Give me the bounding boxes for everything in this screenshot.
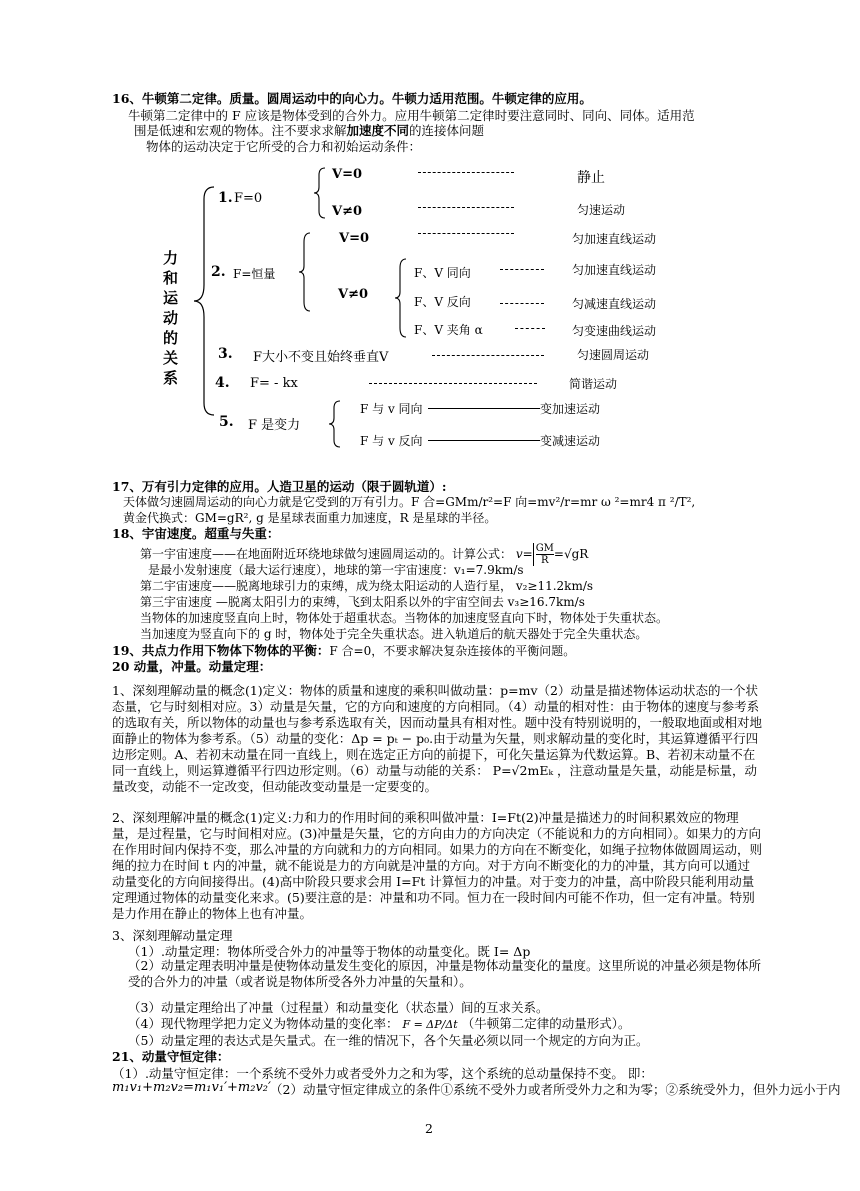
case-4-number: 4. — [215, 375, 230, 391]
section-19-title: 19、共点力作用下物体下物体的平衡： — [112, 643, 330, 658]
section-16-line3: 物体的运动决定于它所受的合力和初始运动条件： — [146, 139, 422, 154]
case-5-brace — [328, 400, 342, 448]
v-nonzero-label: V≠0 — [332, 204, 363, 219]
section-21-line2: （2）动量守恒定律成立的条件①系统不受外力或者所受外力之和为零；②系统受外力，但外力远小于内 — [270, 1082, 841, 1097]
formula-v: v= — [515, 547, 533, 561]
vertical-title-char: 系 — [163, 369, 179, 387]
page-number: 2 — [425, 1121, 433, 1136]
solid-connector — [428, 408, 540, 409]
vertical-title-char: 动 — [163, 309, 179, 327]
section-19-text: F 合=0，不要求解决复杂连接体的平衡问题。 — [329, 644, 576, 658]
emphasis: 加速度不同 — [346, 123, 410, 138]
case-3-number: 3. — [218, 346, 233, 362]
v-zero-label: V=0 — [332, 167, 363, 182]
vertical-title-char: 和 — [163, 269, 179, 287]
section-16-line1: 牛顿第二定律中的 F 应该是物体受到的合外力。应用牛顿第二定律时要注意同时、同向、同体。适用范 — [128, 108, 695, 123]
dashed-connector — [418, 233, 514, 234]
result-uniform-accel: 匀加速直线运动 — [572, 232, 657, 246]
section-20-title: 20 动量，冲量。动量定理： — [112, 659, 272, 674]
theorem-heading: 3、深刻理解动量定理 — [112, 928, 233, 943]
result-static: 静止 — [577, 170, 605, 186]
vertical-title-char: 关 — [163, 349, 179, 367]
dashed-connector — [500, 269, 544, 270]
section-17-title: 17、万有引力定律的应用。人造卫星的运动（限于圆轨道）: — [112, 479, 447, 494]
section-18-line4: 第三宇宙速度 —脱离太阳引力的束缚，飞到太阳系以外的宇宙空间去 v₃≥16.7km/s — [140, 595, 585, 609]
v-nonzero-label: V≠0 — [338, 287, 369, 302]
section-17-line2: 黄金代换式：GM=gR², g 是星球表面重力加速度，R 是星球的半径。 — [123, 511, 497, 525]
section-21-line1: （1）.动量守恒定律：一个系统不受外力或者受外力之和为零，这个系统的总动量保持不变。 即： — [112, 1066, 653, 1081]
theorem-item-3: （3）动量定理给出了冲量（过程量）和动量变化（状态量）间的互求关系。 — [128, 1000, 549, 1015]
case-5-same-label: F 与 v 同向 — [360, 402, 423, 416]
section-18-line2: 是最小发射速度（最大运行速度），地球的第一宇宙速度：v₁=7.9km/s — [148, 563, 524, 577]
fraction-numerator: GM — [535, 543, 554, 554]
result-curved-motion: 匀变速曲线运动 — [572, 324, 657, 338]
main-brace — [192, 185, 216, 417]
result-harmonic: 简谐运动 — [569, 377, 618, 391]
impulse-paragraph: 2、深刻理解冲量的概念(1)定义:力和力的作用时间的乘积叫做冲量：I=Ft(2)冲量是描述力的时间积累效应的物理量，是过程量，它与时间相对应。(3)冲量是矢量，它的方向由力的方向决定（不能说和力的方向相同）。如果力的方向在作用时间内保持不变，那么冲量的方向就和力的方向相同。如果力的方向在不断变化，如绳子拉物体做圆周运动，则绳的拉力在时间 t 内的冲量，就不能说是力的方向就是冲量的方向。对于方向不断变化的力的冲量，其方向可以通过动量变化的方向间接得出。(4)高中阶段只要求会用 I=Ft 计算恒力的冲量。对于变力的冲量，高中阶段只能利用动量定理通过物体的动量变化来求。(5)要注意的是：冲量和功不同。恒力在一段时间内可能不作功，但一定有冲量。特别是力作用在静止的物体上也有冲量。 — [112, 810, 763, 921]
case-5-label: F 是变力 — [248, 418, 301, 433]
dashed-connector — [369, 383, 537, 384]
result-circular: 匀速圆周运动 — [577, 348, 650, 362]
section-21-title: 21、动量守恒定律： — [112, 1049, 230, 1064]
formula-tail: =√gR — [553, 547, 589, 561]
case-2-number: 2. — [211, 264, 226, 280]
section-18-line5: 当物体的加速度竖直向上时，物体处于超重状态。当物体的加速度竖直向下时，物体处于失重状态。 — [140, 611, 669, 625]
dashed-connector — [418, 207, 514, 208]
result-variable-decel: 变减速运动 — [540, 434, 601, 448]
text: （4）现代物理学把力定义为物体动量的变化率： — [128, 1016, 399, 1031]
section-18-line6: 当加速度为竖直向下的 g 时，物体处于完全失重状态。进入轨道后的航天器处于完全失重状态。 — [140, 627, 648, 641]
text: 第一宇宙速度——在地面附近环绕地球做匀速圆周运动的。计算公式： — [140, 547, 513, 561]
case-2-brace — [298, 232, 312, 312]
case-3-label: F大小不变且始终垂直V — [253, 350, 389, 365]
v-zero-label: V=0 — [339, 231, 370, 246]
theorem-item-1: （1）.动量定理：物体所受合外力的冲量等于物体的动量变化。既 I= Δp — [128, 944, 531, 959]
vertical-title-char: 运 — [163, 289, 179, 307]
solid-connector — [428, 440, 540, 441]
case-1-brace — [313, 167, 327, 219]
angle-label: F、V 夹角 α — [414, 323, 483, 337]
text: 的连接体问题 — [409, 123, 485, 138]
momentum-paragraph: 1、深刻理解动量的概念(1)定义：物体的质量和速度的乘积叫做动量：p=mv（2）动量是描述物体运动状态的一个状态量，它与时刻相对应。3）动量是矢量，它的方向和速度的方向相同。（4）动量的相对性：由于物体的速度与参考系的选取有关，所以物体的动量也与参考系选取有关，因而动量具有相对性。题中没有特别说明的，一般取地面或相对地面静止的物体为参考系。（5）动量的变化：Δp = pₜ − p₀.由于动量为矢量，则求解动量的变化时，其运算遵循平行四边形定则。A、若初末动量在同一直线上，则在选定正方向的前提下，可化矢量运算为代数运算。B、若初末动量不在同一直线上，则运算遵循平行四边形定则。（6）动量与动能的关系： P=√2mEₖ ，注意动量是矢量，动能是标量，动量改变，动能不一定改变，但动能改变动量是一定要变的。 — [112, 683, 763, 794]
dashed-connector — [500, 303, 544, 304]
case-5-number: 5. — [219, 414, 234, 430]
text: （牛顿第二定律的动量形式）。 — [461, 1016, 631, 1031]
theorem-item-2: （2）动量定理表明冲量是使物体动量发生变化的原因，冲量是物体动量变化的量度。这里所说的冲量必须是物体所受的合外力的冲量（或者说是物体所受各外力冲量的矢量和）。 — [128, 958, 761, 989]
result-uniform-decel-line: 匀减速直线运动 — [572, 297, 657, 311]
opposite-direction-label: F、V 反向 — [414, 295, 471, 309]
dashed-connector — [418, 172, 514, 173]
dashed-connector — [515, 328, 545, 329]
vertical-title-char: 力 — [163, 249, 179, 267]
theorem-item-4 — [128, 1014, 630, 1032]
text: 围是低速和宏观的物体。注不要求求解 — [134, 123, 347, 138]
result-variable-accel: 变加速运动 — [540, 402, 601, 416]
result-uniform-accel-line: 匀加速直线运动 — [572, 263, 657, 277]
dashed-connector — [432, 355, 544, 356]
case-1-label: F=0 — [234, 191, 263, 206]
v-nonzero-brace — [394, 258, 408, 338]
force-rate-formula: F = ΔP/Δt — [402, 1018, 458, 1031]
fraction-denominator: R — [541, 555, 549, 566]
same-direction-label: F、V 同向 — [414, 266, 471, 280]
section-18-title: 18、宇宙速度。超重与失重： — [112, 526, 280, 541]
case-4-label: F= - kx — [250, 376, 298, 391]
result-uniform: 匀速运动 — [577, 203, 626, 217]
vertical-title-char: 的 — [163, 329, 179, 347]
section-17-line1: 天体做匀速圆周运动的向心力就是它受到的万有引力。F 合=GMm/r²=F 向=mv²/r=mr ω ²=mr4 π ²/T², — [123, 495, 696, 509]
sqrt-fraction — [533, 543, 554, 566]
case-2-label: F=恒量 — [233, 267, 276, 281]
case-1-number: 1. — [218, 190, 233, 206]
theorem-item-5: （5）动量定理的表达式是矢量式。在一维的情况下，各个矢量必须以同一个规定的方向为正。 — [128, 1033, 649, 1048]
conservation-formula: m₁v₁+m₂v₂=m₁v₁′+m₂v₂′ — [112, 1080, 271, 1095]
section-16-title: 16、牛顿第二定律。质量。圆周运动中的向心力。牛顿力适用范围。牛顿定律的应用。 — [112, 91, 592, 106]
case-5-opposite-label: F 与 v 反向 — [360, 434, 423, 448]
section-18-line3: 第二宇宙速度——脱离地球引力的束缚，成为绕太阳运动的人造行星， v₂≥11.2km/s — [140, 579, 594, 593]
